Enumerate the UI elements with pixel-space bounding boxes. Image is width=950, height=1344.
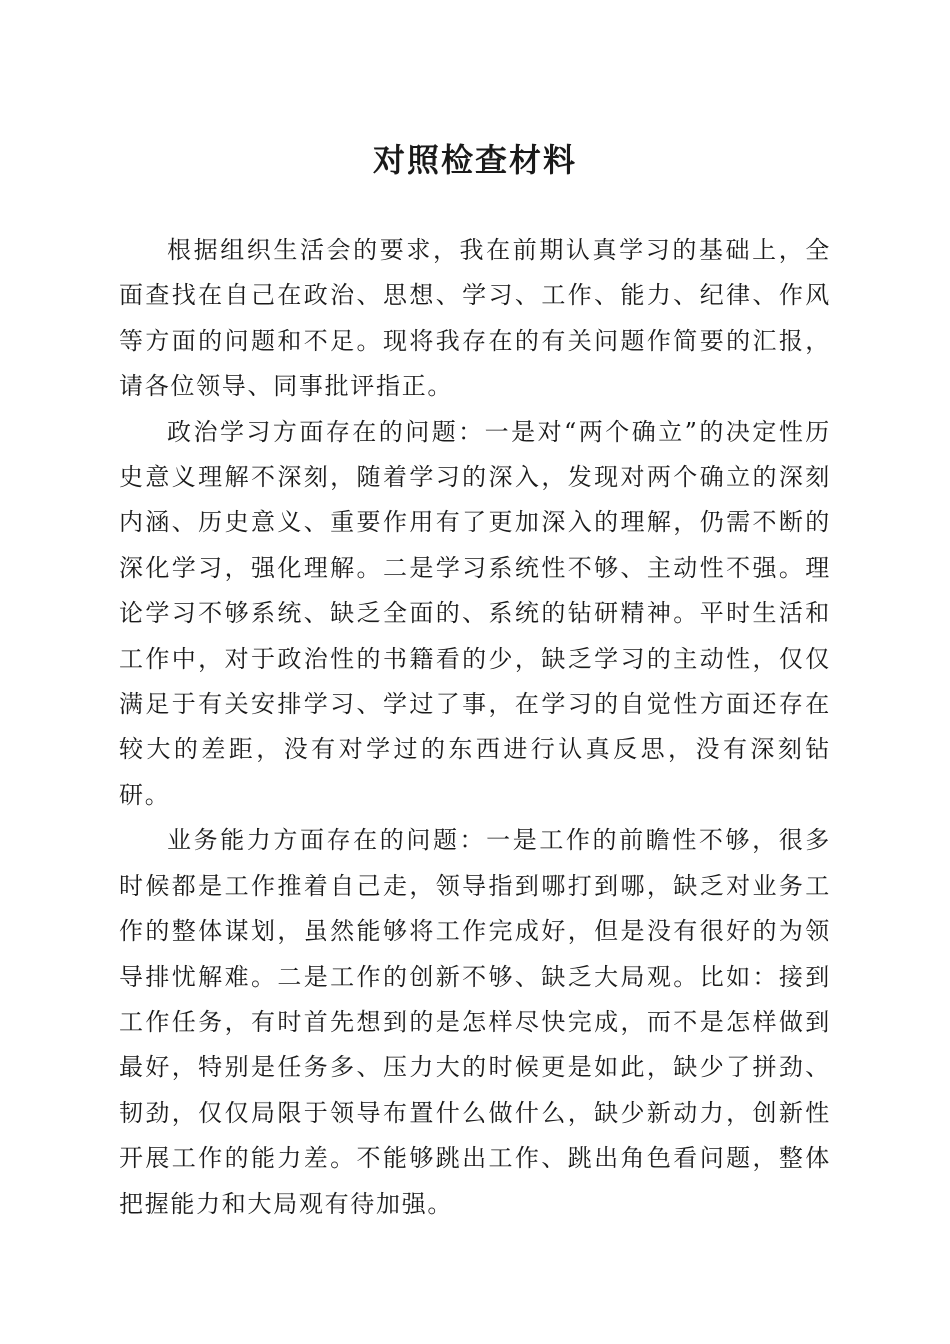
paragraph-business-ability: 业务能力方面存在的问题：一是工作的前瞻性不够，很多时候都是工作推着自己走，领导指到哪打到哪，缺乏对业务工作的整体谋划，虽然能够将工作完成好，但是没有很好的为领导排忧解难。二是工作的创新不够、缺乏大局观。比如：接到工作任务，有时首先想到的是怎样尽快完成，而不是怎样做到最好，特别是任务多、压力大的时候更是如此，缺少了拼劲、韧劲，仅仅局限于领导布置什么做什么，缺少新动力，创新性开展工作的能力差。不能够跳出工作、跳出角色看问题，整体把握能力和大局观有待加强。 (119, 826, 831, 1218)
paragraph-political-study: 政治学习方面存在的问题：一是对“两个确立”的决定性历史意义理解不深刻，随着学习的深入，发现对两个确立的深刻内涵、历史意义、重要作用有了更加深入的理解，仍需不断的深化学习，强化理解。二是学习系统性不够、主动性不强。理论学习不够系统、缺乏全面的、系统的钻研精神。平时生活和工作中，对于政治性的书籍看的少，缺乏学习的主动性，仅仅满足于有关安排学习、学过了事，在学习的自觉性方面还存在较大的差距，没有对学过的东西进行认真反思，没有深刻钻研。 (119, 417, 831, 809)
document-body (119, 228, 831, 1227)
paragraph-intro: 根据组织生活会的要求，我在前期认真学习的基础上，全面查找在自己在政治、思想、学习、工作、能力、纪律、作风等方面的问题和不足。现将我存在的有关问题作简要的汇报，请各位领导、同事批评指正。 (119, 236, 831, 401)
document-title: 对照检查材料 (372, 141, 577, 179)
